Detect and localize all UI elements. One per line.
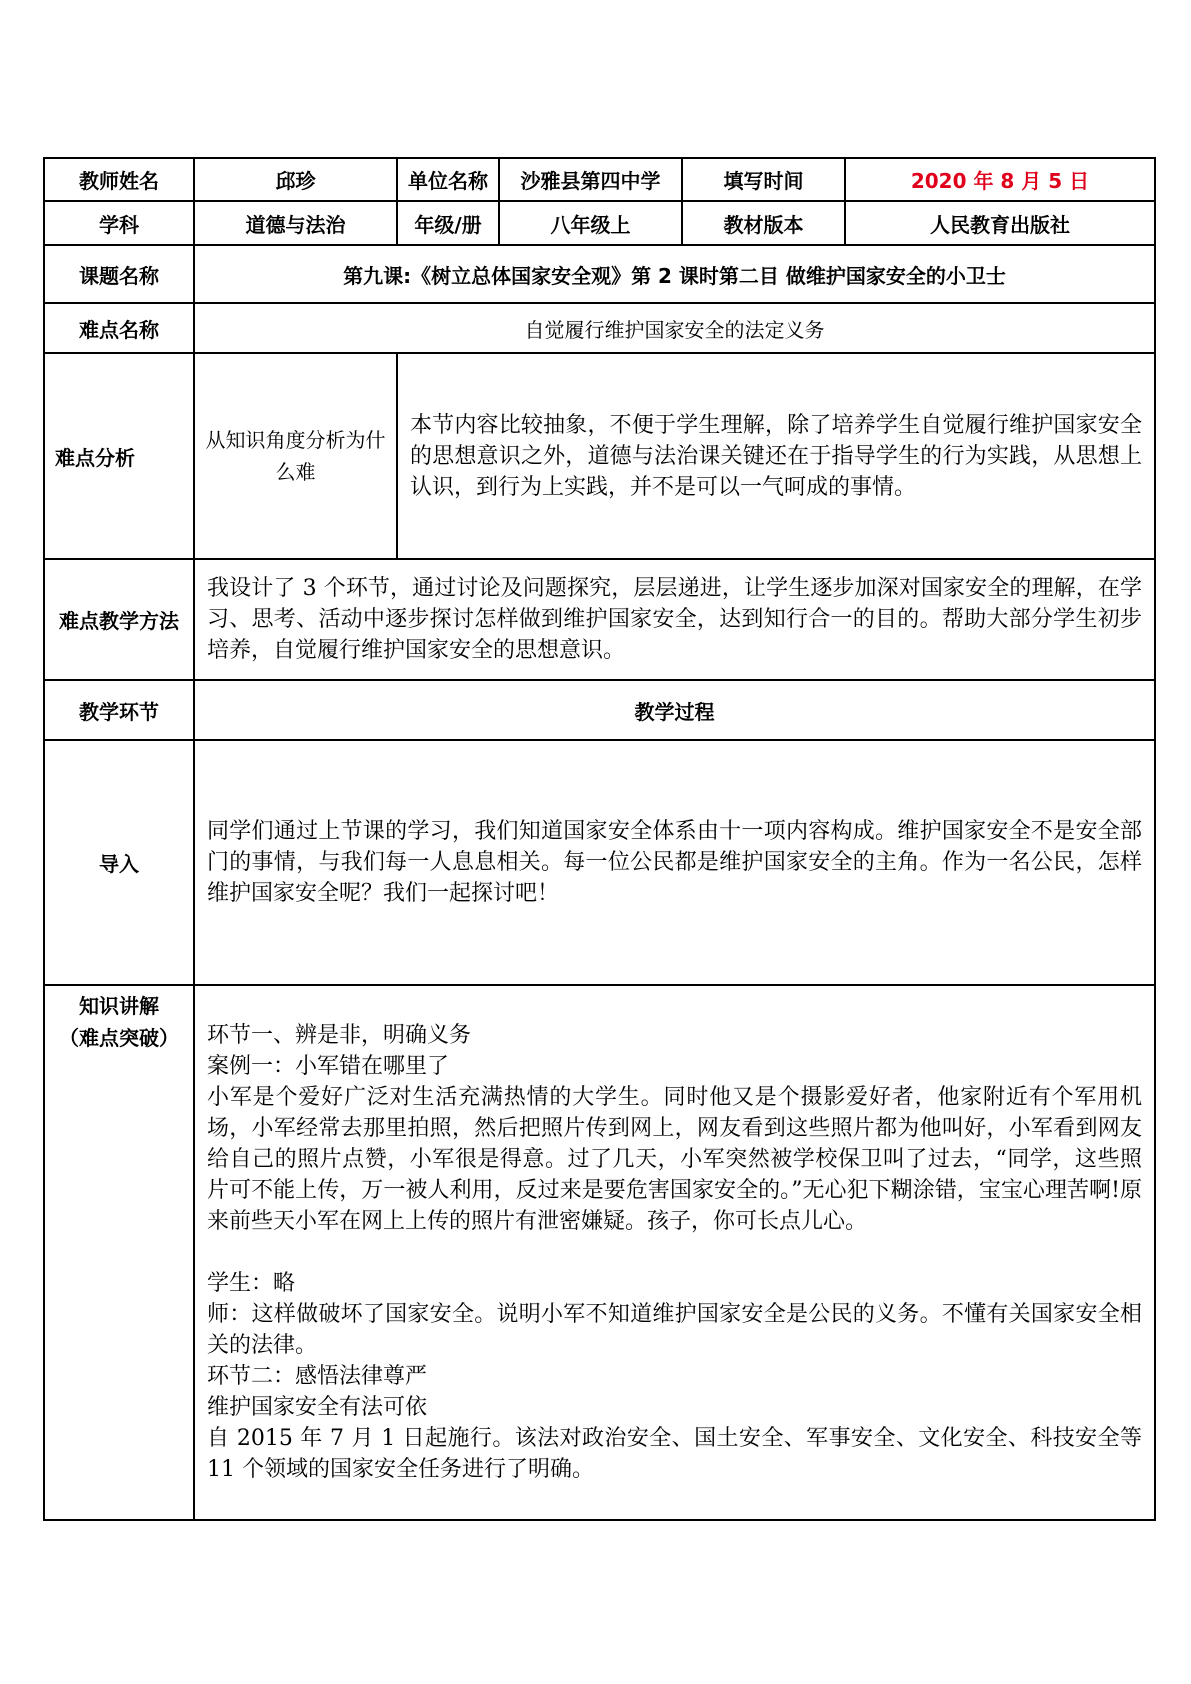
knowledge-label-line1: 知识讲解: [79, 994, 159, 1018]
date-label: 填写时间: [682, 158, 845, 201]
difficulty-label: 难点名称: [44, 303, 194, 353]
knowledge-label: [44, 985, 194, 1520]
difficulty-row: [44, 303, 1155, 353]
teacher-value: 邱珍: [194, 158, 397, 201]
knowledge-para-2: 案例一：小军错在哪里了: [207, 1054, 450, 1079]
topic-row: [44, 245, 1155, 303]
knowledge-para-8: 自 2015 年 7 月 1 日起施行。该法对政治安全、国土安全、军事安全、文化安全、科技安全等 11 个领域的国家安全任务进行了明确。: [207, 1426, 1142, 1482]
subject-value: 道德与法治: [194, 201, 397, 245]
analysis-label: 难点分析: [44, 353, 194, 559]
intro-label: 导入: [44, 740, 194, 985]
knowledge-para-4: 学生：略: [207, 1271, 296, 1296]
topic-label: 课题名称: [44, 245, 194, 303]
intro-row: [44, 740, 1155, 985]
knowledge-para-1: 环节一、辨是非，明确义务: [207, 1023, 472, 1048]
edition-label: 教材版本: [682, 201, 845, 245]
analysis-sub-label: 从知识角度分析为什么难: [194, 353, 397, 559]
teacher-label: 教师姓名: [44, 158, 194, 201]
process-label: 教学环节: [44, 680, 194, 740]
process-header-row: [44, 680, 1155, 740]
knowledge-row: [44, 985, 1155, 1520]
intro-text: 同学们通过上节课的学习，我们知道国家安全体系由十一项内容构成。维护国家安全不是安全部门的事情，与我们每一人息息相关。每一位公民都是维护国家安全的主角。作为一名公民，怎样维护国家安全呢？我们一起探讨吧！: [194, 740, 1155, 985]
analysis-text: 本节内容比较抽象，不便于学生理解，除了培养学生自觉履行维护国家安全的思想意识之外，道德与法治课关键还在于指导学生的行为实践，从思想上认识，到行为上实践，并不是可以一气呵成的事情。: [397, 353, 1155, 559]
knowledge-para-3: 小军是个爱好广泛对生活充满热情的大学生。同时他又是个摄影爱好者，他家附近有个军用机场，小军经常去那里拍照，然后把照片传到网上，网友看到这些照片都为他叫好，小军看到网友给自己的照片点赞，小军很是得意。过了几天，小军突然被学校保卫叫了过去，“同学，这些照片可不能上传，万一被人利用，反过来是要危害国家安全的。”无心犯下糊涂错，宝宝心理苦啊!原来前些天小军在网上上传的照片有泄密嫌疑。孩子，你可长点儿心。: [207, 1085, 1142, 1234]
paragraph-spacer: [207, 1237, 1142, 1268]
topic-value: 第九课:《树立总体国家安全观》第 2 课时第二目 做维护国家安全的小卫士: [194, 245, 1155, 303]
process-title: 教学过程: [194, 680, 1155, 740]
knowledge-para-7: 维护国家安全有法可依: [207, 1395, 428, 1420]
header-row-1: [44, 158, 1155, 201]
date-value: 2020 年 8 月 5 日: [845, 158, 1155, 201]
grade-value: 八年级上: [499, 201, 682, 245]
analysis-row: [44, 353, 1155, 559]
difficulty-value: 自觉履行维护国家安全的法定义务: [194, 303, 1155, 353]
header-row-2: [44, 201, 1155, 245]
unit-label: 单位名称: [397, 158, 499, 201]
method-label: 难点教学方法: [44, 559, 194, 680]
knowledge-para-5: 师：这样做破坏了国家安全。说明小军不知道维护国家安全是公民的义务。不懂有关国家安全相关的法律。: [207, 1302, 1142, 1358]
edition-value: 人民教育出版社: [845, 201, 1155, 245]
grade-label: 年级/册: [397, 201, 499, 245]
knowledge-content: [194, 985, 1155, 1520]
method-row: [44, 559, 1155, 680]
unit-value: 沙雅县第四中学: [499, 158, 682, 201]
lesson-plan-table: [43, 157, 1156, 1521]
knowledge-para-6: 环节二：感悟法律尊严: [207, 1364, 428, 1389]
subject-label: 学科: [44, 201, 194, 245]
knowledge-label-line2: （难点突破）: [59, 1026, 179, 1050]
method-text: 我设计了 3 个环节，通过讨论及问题探究，层层递进，让学生逐步加深对国家安全的理解，在学习、思考、活动中逐步探讨怎样做到维护国家安全，达到知行合一的目的。帮助大部分学生初步培养，自觉履行维护国家安全的思想意识。: [194, 559, 1155, 680]
